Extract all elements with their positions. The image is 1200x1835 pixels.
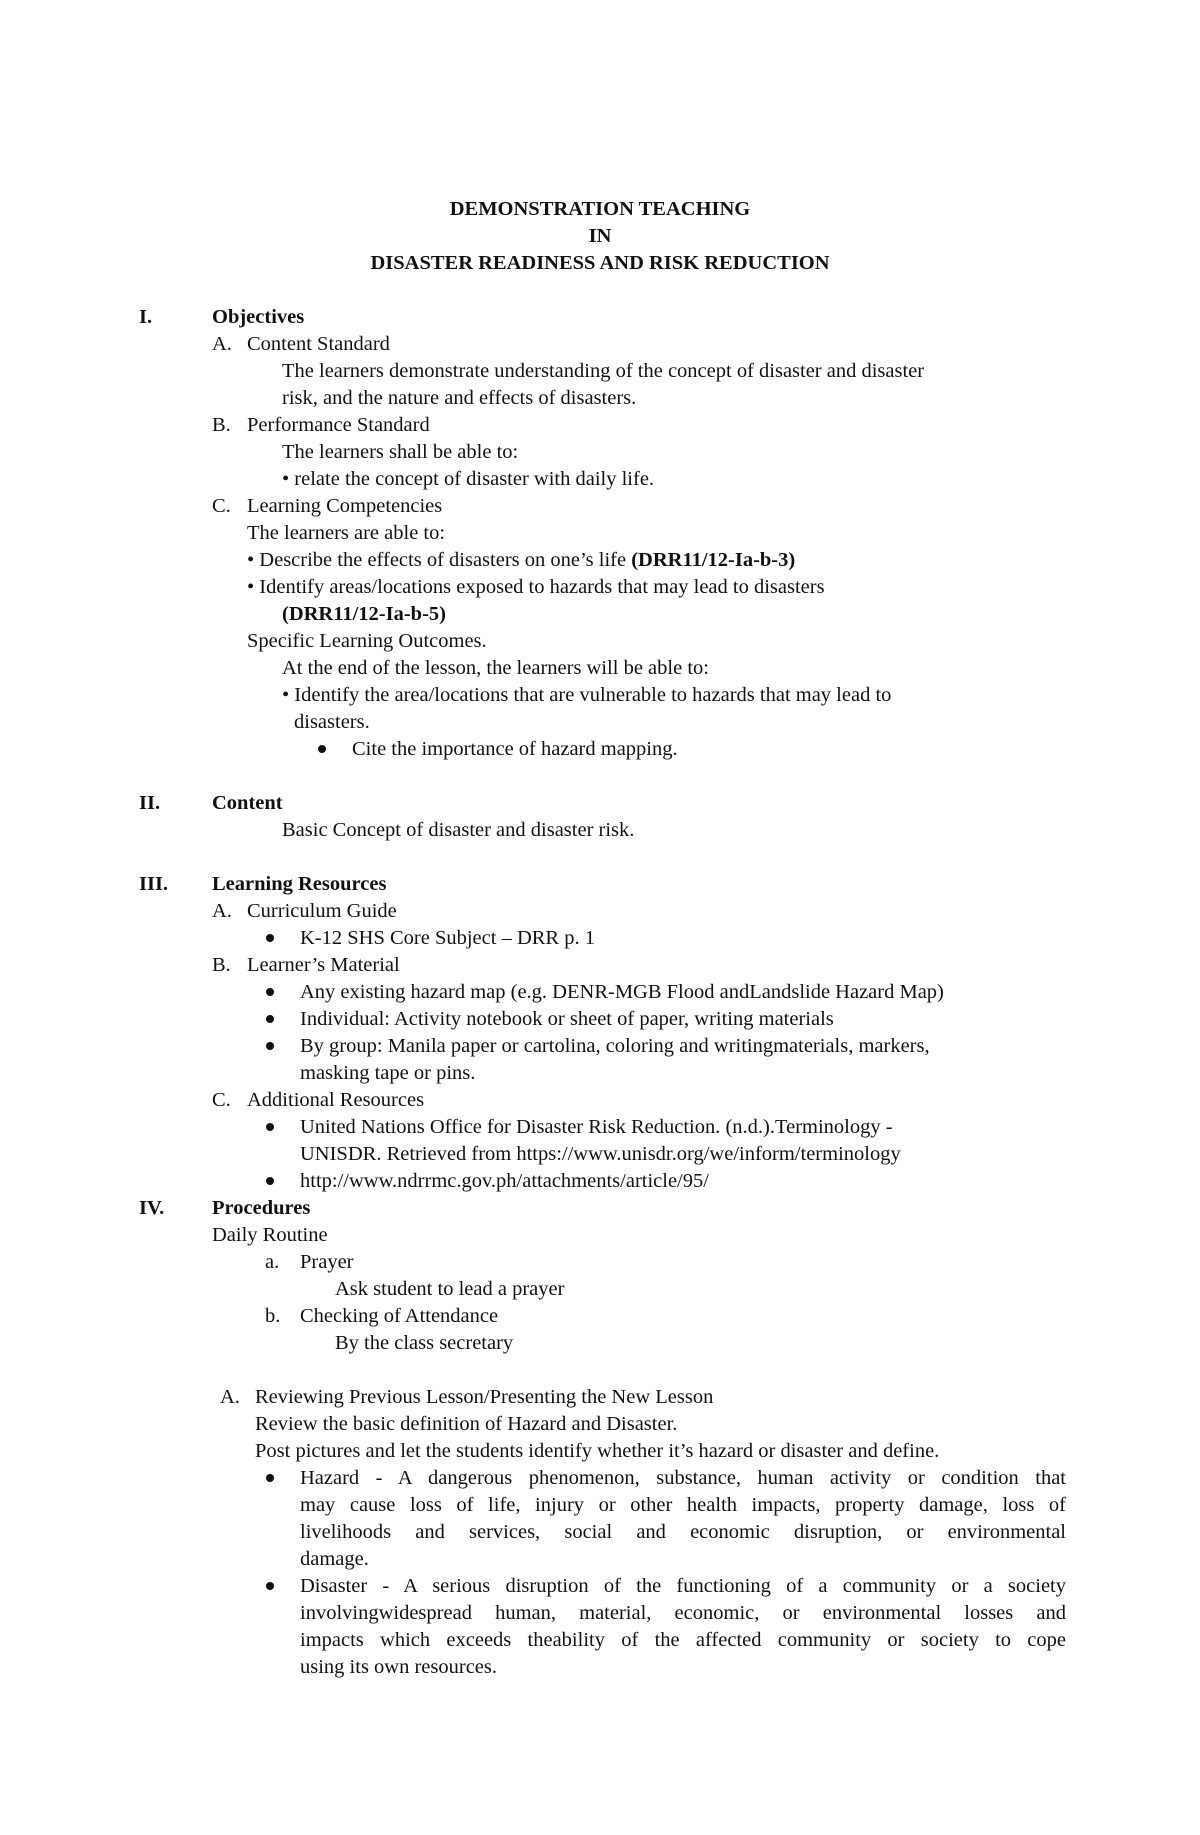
daily-routine-label: Daily Routine (212, 1224, 328, 1246)
bullet-icon (266, 1015, 274, 1023)
review-lesson-label: Reviewing Previous Lesson/Presenting the New Lesson (255, 1386, 714, 1408)
section-title-learning-resources: Learning Resources (212, 873, 387, 895)
bullet-icon (266, 1582, 274, 1590)
disaster-definition: impacts which exceeds theability of the affected community or society to cope (300, 1629, 1066, 1651)
list-item-continued: UNISDR. Retrieved from https://www.unisdr.org/we/inform/terminology (300, 1143, 901, 1165)
list-marker: A. (220, 1386, 240, 1408)
slo-label: Specific Learning Outcomes. (247, 630, 487, 652)
performance-standard-text: The learners shall be able to: (282, 441, 519, 463)
section-numeral: II. (139, 792, 161, 814)
competency-text: • Describe the effects of disasters on one’s life (247, 549, 632, 571)
content-text: Basic Concept of disaster and disaster risk. (282, 819, 635, 841)
list-marker: a. (265, 1251, 280, 1273)
bullet-icon (266, 934, 274, 942)
list-item-continued: masking tape or pins. (300, 1062, 476, 1084)
competency-code: (DRR11/12-Ia-b-5) (282, 603, 446, 625)
bullet-icon (266, 1474, 274, 1482)
competency-code: (DRR11/12-Ia-b-3) (631, 549, 796, 571)
hazard-definition: livelihoods and services, social and economic disruption, or environmental (300, 1521, 1066, 1543)
title-line-1: DEMONSTRATION TEACHING (449, 198, 751, 220)
section-numeral: I. (139, 306, 153, 328)
curriculum-guide-label: Curriculum Guide (247, 900, 397, 922)
learners-material-label: Learner’s Material (247, 954, 400, 976)
section-numeral: IV. (139, 1197, 165, 1219)
prayer-text: Ask student to lead a prayer (335, 1278, 565, 1300)
review-lesson-text: Post pictures and let the students identify whether it’s hazard or disaster and define. (255, 1440, 940, 1462)
list-item: By group: Manila paper or cartolina, coloring and writingmaterials, markers, (300, 1035, 930, 1057)
disaster-definition: using its own resources. (300, 1656, 498, 1678)
list-item: Individual: Activity notebook or sheet of paper, writing materials (300, 1008, 834, 1030)
list-item: http://www.ndrrmc.gov.ph/attachments/article/95/ (300, 1170, 709, 1192)
list-marker: C. (212, 1089, 231, 1111)
performance-standard-item: • relate the concept of disaster with daily life. (282, 468, 655, 490)
attendance-label: Checking of Attendance (300, 1305, 499, 1327)
bullet-icon (266, 988, 274, 996)
hazard-definition: damage. (300, 1548, 369, 1570)
section-title-content: Content (212, 792, 283, 814)
bullet-icon (266, 1177, 274, 1185)
list-marker: C. (212, 495, 231, 517)
learning-competencies-intro: The learners are able to: (247, 522, 446, 544)
content-standard-text: The learners demonstrate understanding of the concept of disaster and disaster (282, 360, 925, 382)
additional-resources-label: Additional Resources (247, 1089, 425, 1111)
hazard-definition: Hazard - A dangerous phenomenon, substance, human activity or condition that (300, 1467, 1066, 1489)
list-item: Any existing hazard map (e.g. DENR-MGB Flood andLandslide Hazard Map) (300, 981, 944, 1003)
slo-intro: At the end of the lesson, the learners will be able to: (282, 657, 709, 679)
disaster-definition: involvingwidespread human, material, economic, or environmental losses and (300, 1602, 1066, 1624)
content-standard-label: Content Standard (247, 333, 390, 355)
slo-item: • Identify the area/locations that are vulnerable to hazards that may lead to (282, 684, 892, 706)
content-standard-text: risk, and the nature and effects of disasters. (282, 387, 637, 409)
slo-item-continued: disasters. (294, 711, 370, 733)
section-title-objectives: Objectives (212, 306, 305, 328)
list-marker: A. (212, 900, 232, 922)
disaster-definition: Disaster - A serious disruption of the functioning of a community or a society (300, 1575, 1066, 1597)
bullet-icon (266, 1123, 274, 1131)
attendance-text: By the class secretary (335, 1332, 514, 1354)
section-title-procedures: Procedures (212, 1197, 311, 1219)
bullet-icon (266, 1042, 274, 1050)
title-line-2: IN (588, 225, 612, 247)
list-item: K-12 SHS Core Subject – DRR p. 1 (300, 927, 595, 949)
review-lesson-text: Review the basic definition of Hazard and Disaster. (255, 1413, 678, 1435)
performance-standard-label: Performance Standard (247, 414, 430, 436)
bullet-icon (318, 745, 326, 753)
title-line-3: DISASTER READINESS AND RISK REDUCTION (370, 252, 830, 274)
competency-item (247, 547, 795, 574)
list-marker: B. (212, 954, 231, 976)
list-marker: A. (212, 333, 232, 355)
list-item: United Nations Office for Disaster Risk Reduction. (n.d.).Terminology - (300, 1116, 893, 1138)
competency-item: • Identify areas/locations exposed to hazards that may lead to disasters (247, 576, 825, 598)
learning-competencies-label: Learning Competencies (247, 495, 443, 517)
list-marker: B. (212, 414, 231, 436)
section-numeral: III. (139, 873, 169, 895)
list-marker: b. (265, 1305, 281, 1327)
prayer-label: Prayer (300, 1251, 354, 1273)
slo-item: Cite the importance of hazard mapping. (352, 738, 678, 760)
hazard-definition: may cause loss of life, injury or other health impacts, property damage, loss of (300, 1494, 1066, 1516)
